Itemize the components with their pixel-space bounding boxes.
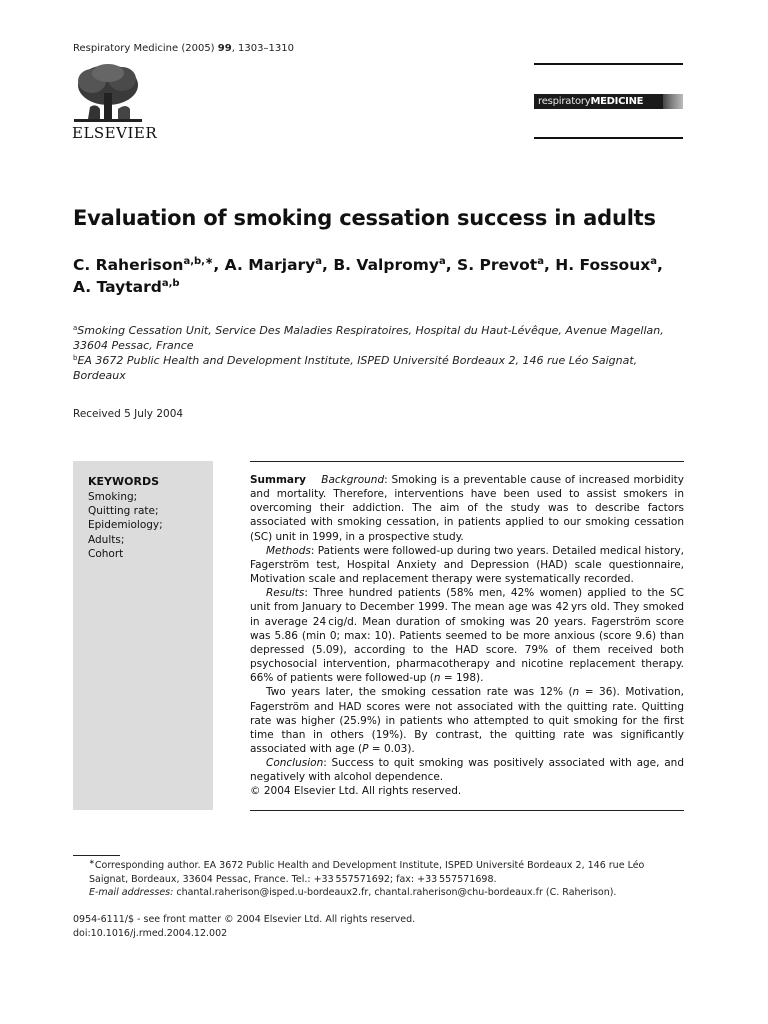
email-addresses: E-mail addresses: chantal.raherison@isped.u-bordeaux2.fr, chantal.raherison@chu-bordeaux.fr (C. Raherison). <box>89 887 617 898</box>
abstract-rule-bottom <box>250 810 684 811</box>
author: S. Prevot$^a$, <box>457 256 556 274</box>
author: H. Fossoux$^a$, <box>555 256 663 274</box>
header-rule-bottom <box>534 137 683 139</box>
author: B. Valpromy$^a$, <box>333 256 458 274</box>
publisher-name: ELSEVIER <box>72 124 158 142</box>
keyword: Cohort <box>88 547 124 560</box>
front-matter-info <box>73 913 415 941</box>
issn-line: 0954-6111/$ - see front matter © 2004 Elsevier Ltd. All rights reserved. <box>73 914 416 925</box>
abstract-rule-top <box>250 461 684 462</box>
author-list <box>73 254 693 298</box>
keyword: Quitting rate; <box>88 505 159 518</box>
doi-line: doi:10.1016/j.rmed.2004.12.002 <box>73 928 228 939</box>
affiliations <box>73 323 693 383</box>
journal-logo-text-1: respiratory <box>538 96 591 107</box>
abstract <box>250 473 684 799</box>
keyword: Epidemiology; <box>88 519 163 532</box>
keywords-box <box>73 461 213 810</box>
affiliation: $^a$Smoking Cessation Unit, Service Des Maladies Respiratoires, Hospital du Haut-Lévêque, Avenue Magellan, 33604 Pessac, France <box>73 324 664 352</box>
article-title: Evaluation of smoking cessation success in adults <box>73 206 656 230</box>
header-rule-top <box>534 63 683 65</box>
abstract-methods: Methods: Patients were followed-up during two years. Detailed medical history, Fagerström test, Hospital Anxiety and Depression (HAD) scale questionnaire, Motivation scale and replacement therapy were systematically recorded. <box>250 544 684 586</box>
keywords-list <box>88 490 163 561</box>
received-date: Received 5 July 2004 <box>73 408 184 420</box>
journal-citation <box>73 43 294 54</box>
author: C. Raherison$^{a,b,∗}$, <box>73 256 225 274</box>
journal-logo <box>534 94 683 109</box>
footnote-rule <box>73 855 120 856</box>
corresponding-author-text: ∗Corresponding author. EA 3672 Public Health and Development Institute, ISPED Université Bordeaux 2, 146 rue Léo Saignat, Bordeaux, 33604 Pessac, France. Tel.: +33 557571692; fax: +33 557571698. <box>89 858 645 885</box>
author: A. Taytard$^{a,b}$ <box>73 278 180 296</box>
abstract-conclusion: Conclusion: Success to quit smoking was positively associated with age, and negatively with alcohol dependence. <box>250 757 684 784</box>
journal-logo-text-2: MEDICINE <box>590 96 644 107</box>
author: A. Marjary$^a$, <box>224 256 334 274</box>
journal-logo-graphic-icon <box>663 94 683 109</box>
abstract-results-continued: Two years later, the smoking cessation rate was 12% (n = 36). Motivation, Fagerström and HAD scores were not associated with the quitting rate. Quitting rate was higher (25.9%) in patients who attempted to quit smoking for the first time than in others (19%). By contrast, the quitting rate was significantly associated with age (P = 0.03). <box>250 686 684 755</box>
citation-journal: Respiratory Medicine (2005) <box>73 43 218 54</box>
abstract-copyright: © 2004 Elsevier Ltd. All rights reserved. <box>250 785 462 798</box>
citation-pages: , 1303–1310 <box>231 43 294 54</box>
keyword: Adults; <box>88 533 125 546</box>
abstract-background: Summary Background: Smoking is a preventable cause of increased morbidity and mortality. Therefore, interventions have been used to assist smokers in overcoming their addiction. The aim of the study was to describe factors associated with smoking cessation, in patients applied to our smoking cessation (SC) unit in 1999, in a prospective study. <box>250 474 684 543</box>
abstract-results: Results: Three hundred patients (58% men, 42% women) applied to the SC unit from January to December 1999. The mean age was 42 yrs old. They smoked in average 24 cig/d. Mean duration of smoking was 20 years. Fagerström score was 5.86 (min 0; max: 10). Patients seemed to be more anxious (score 9.6) than depressed (5.09), according to the HAD score. 79% of them received both psychosocial intervention, pharmacotherapy and nicotine replacement therapy. 66% of patients were followed-up (n = 198). <box>250 587 684 685</box>
keywords-heading: KEYWORDS <box>88 475 160 488</box>
corresponding-author-footnote <box>73 859 685 900</box>
affiliation: $^b$EA 3672 Public Health and Development Institute, ISPED Université Bordeaux 2, 146 rue Léo Saignat, Bordeaux <box>73 354 638 382</box>
keyword: Smoking; <box>88 491 138 503</box>
citation-volume: 99 <box>217 43 232 54</box>
